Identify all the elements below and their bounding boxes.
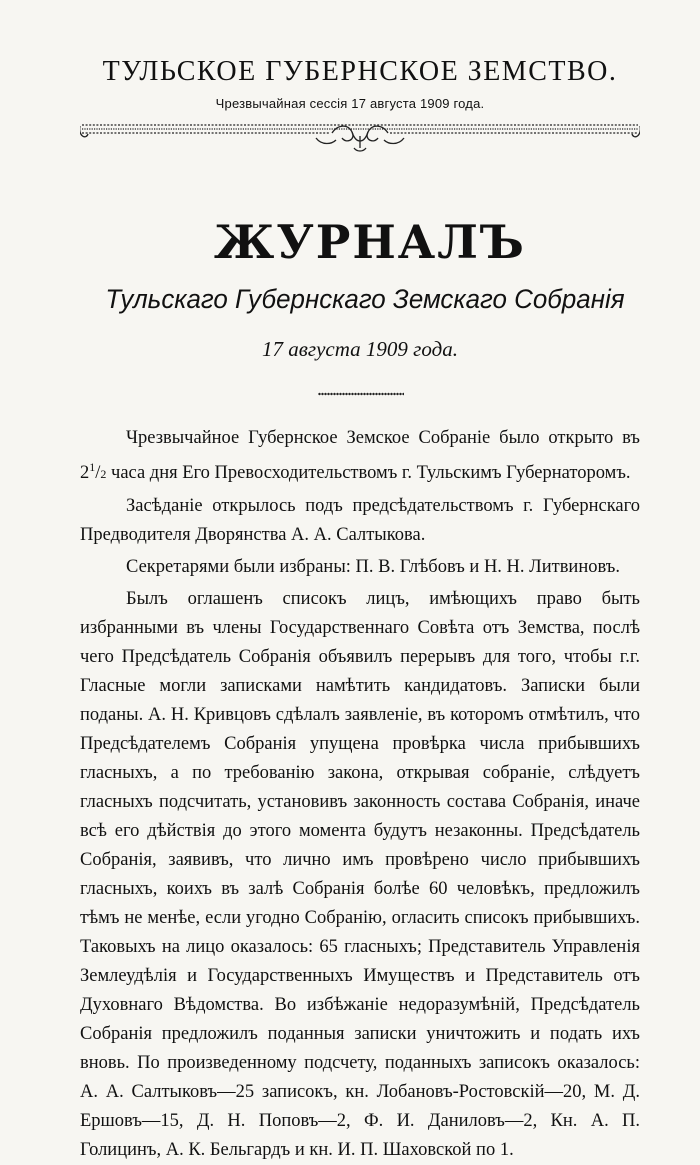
paragraph-secretaries: Секретарями были избраны: П. В. Глѣбовъ и Н. Н. Литвиновъ. [126, 557, 620, 577]
journal-title: ЖУРНАЛЪ [214, 215, 526, 269]
journal-body [80, 424, 640, 1165]
paragraph-chairman: Засѣданіе открылось подъ предсѣдательствомъ г. Губернскаго Предводителя Дворянства А. А. Салтыкова. [80, 496, 640, 545]
session-subheader: Чрезвычайная сессія 17 августа 1909 года. [215, 96, 485, 111]
paragraph-election-list: Былъ оглашенъ списокъ лицъ, имѣющихъ право быть избранными въ члены Государственнаго Совѣта отъ Земства, послѣ чего Предсѣдатель Собранія объявилъ перерывъ для того, чтобы г.г. Гласные могли записками намѣтить кандидатовъ. Записки были поданы. А. Н. Кривцовъ сдѣлалъ заявленіе, въ которомъ отмѣтилъ, что Предсѣдателемъ Собранія упущена провѣрка числа прибывшихъ гласныхъ, а по требованію закона, открывая собраніе, слѣдуетъ гласныхъ подсчитать, установивъ законность состава Собранія, иначе всѣ его дѣйствія до этого момента будутъ незаконны. Предсѣдатель Собранія, заявивъ, что лично имъ провѣрено число прибывшихъ гласныхъ, коихъ въ залѣ Собранія болѣе 60 человѣкъ, предложилъ тѣмъ не менѣе, если угодно Собранію, огласить списокъ прибывшихъ. Таковыхъ на лицо оказалось: 65 гласныхъ; Представитель Управленія Землеудѣлія и Государственныхъ Имуществъ и Представитель отъ Духовнаго Вѣдомства. Во избѣжаніе недоразумѣній, Предсѣдатель Собранія предложилъ поданныя записки уничтожить и подать ихъ вновь. По произведенному подсчету, поданныхъ записокъ оказалось: А. А. Салтыковъ—25 записокъ, кн. Лобановъ-Ростовскій—20, М. Д. Ершовъ—15, Д. Н. Поповъ—2, Ф. И. Даниловъ—2, Кн. А. П. Голицинъ, А. К. Бельгардъ и кн. И. П. Шаховской по 1. [80, 589, 640, 1160]
zemstvo-header-title: ТУЛЬСКОЕ ГУБЕРНСКОЕ ЗЕМСТВО. [102, 56, 618, 87]
ornament-rule-icon [80, 118, 640, 156]
journal-subtitle: Тульскаго Губернскаго Земскаго Собранія [105, 284, 625, 314]
paragraph-opening: Чрезвычайное Губернское Земское Собраніе было открыто въ $2^1/2$ часа дня Его Превосходительствомъ г. Тульскимъ Губернаторомъ. [80, 428, 640, 483]
dotted-separator [318, 392, 404, 400]
journal-date: 17 августа 1909 года. [262, 337, 458, 361]
